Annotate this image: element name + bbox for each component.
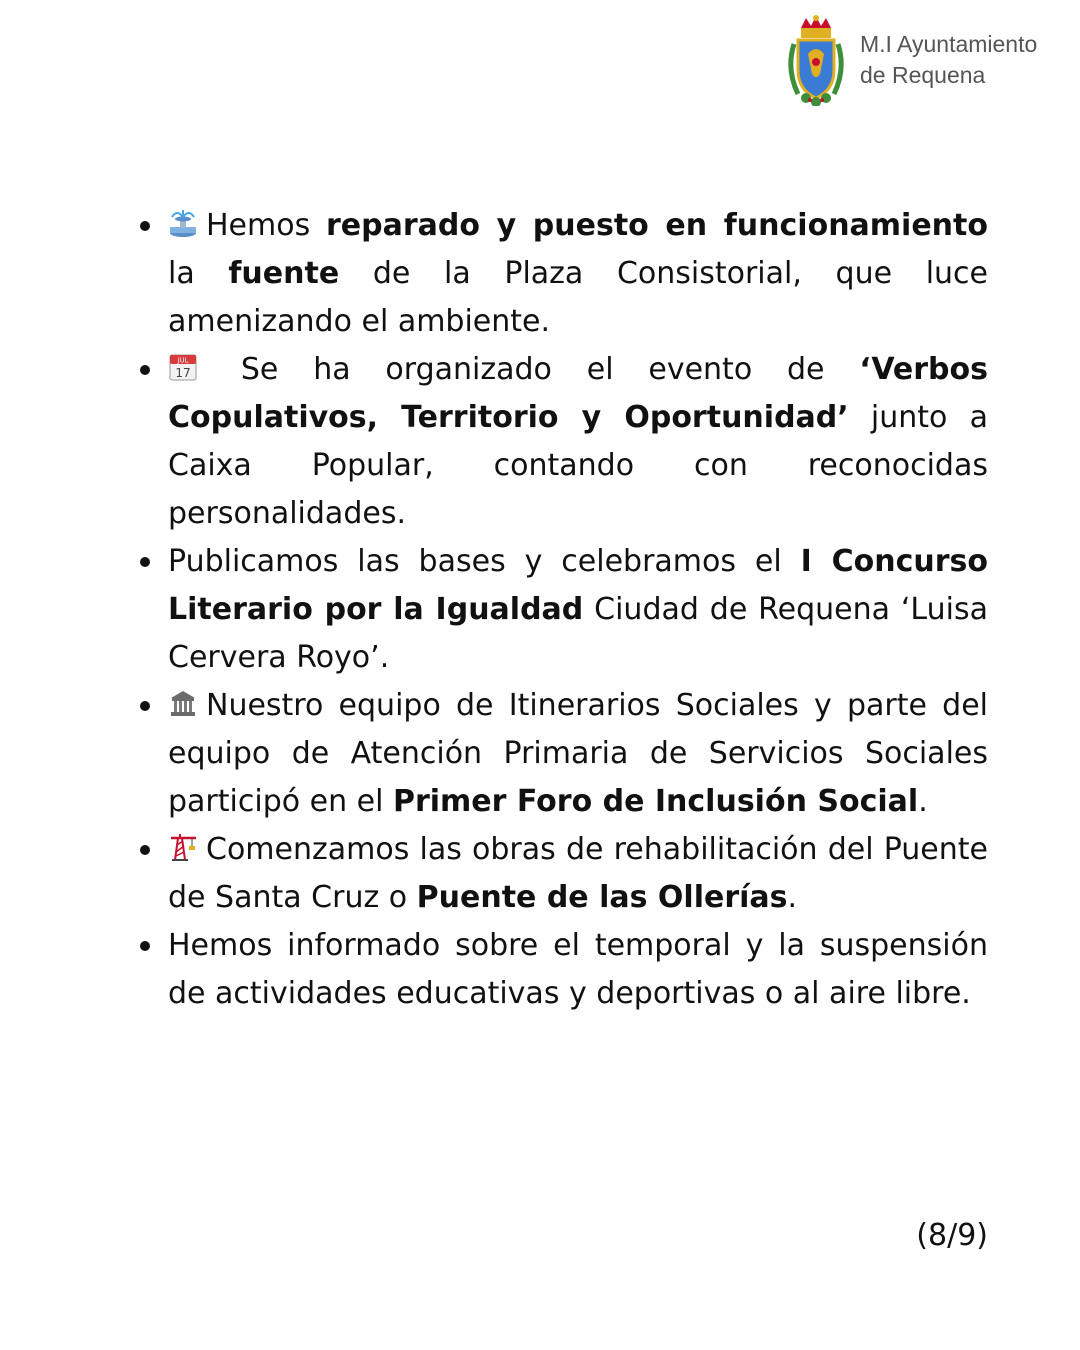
header	[786, 14, 1076, 106]
coat-of-arms-logo	[786, 14, 846, 106]
list-item: Publicamos las bases y celebramos el I Concurso Literario por la Igualdad Ciudad de Requena ‘Luisa Cervera Royo’.	[140, 538, 988, 682]
organization-name-line2: de Requena	[860, 62, 986, 88]
list-item: Hemos informado sobre el temporal y la suspensión de actividades educativas y deportivas o al aire libre.	[140, 922, 988, 1018]
bold-phrase: ‘Verbos Copulativos, Territorio y Oportunidad’	[168, 352, 988, 435]
bold-phrase: reparado y puesto en funcionamiento	[325, 208, 988, 243]
classical-building-icon	[168, 688, 198, 718]
construction-crane-icon	[168, 832, 198, 862]
svg-text:17: 17	[175, 366, 191, 380]
organization-name-line1: M.I Ayuntamiento	[860, 31, 1038, 57]
list-item: JUL 17 Se ha organizado el evento de ‘Verbos Copulativos, Territorio y Oportunidad’ junto a Caixa Popular, contando con reconocidas personalidades.	[140, 346, 988, 538]
page-indicator: (8/9)	[916, 1218, 988, 1253]
list-item: Nuestro equipo de Itinerarios Sociales y parte del equipo de Atención Primaria de Servicios Sociales participó en el Primer Foro de Inclusión Social.	[140, 682, 988, 826]
calendar-icon	[168, 352, 198, 382]
organization-name	[860, 29, 1037, 91]
list-item: Hemos reparado y puesto en funcionamiento la fuente de la Plaza Consistorial, que luce amenizando el ambiente.	[140, 202, 988, 346]
fountain-icon	[168, 208, 198, 238]
svg-text:JUL: JUL	[177, 356, 189, 365]
news-list	[140, 202, 988, 1018]
list-item: Comenzamos las obras de rehabilitación del Puente de Santa Cruz o Puente de las Ollerías.	[140, 826, 988, 922]
bold-phrase: fuente	[228, 256, 340, 291]
bold-phrase: Primer Foro de Inclusión Social	[392, 784, 919, 819]
bold-phrase: Puente de las Ollerías	[416, 880, 788, 915]
bold-phrase: I Concurso Literario por la Igualdad	[168, 544, 988, 627]
